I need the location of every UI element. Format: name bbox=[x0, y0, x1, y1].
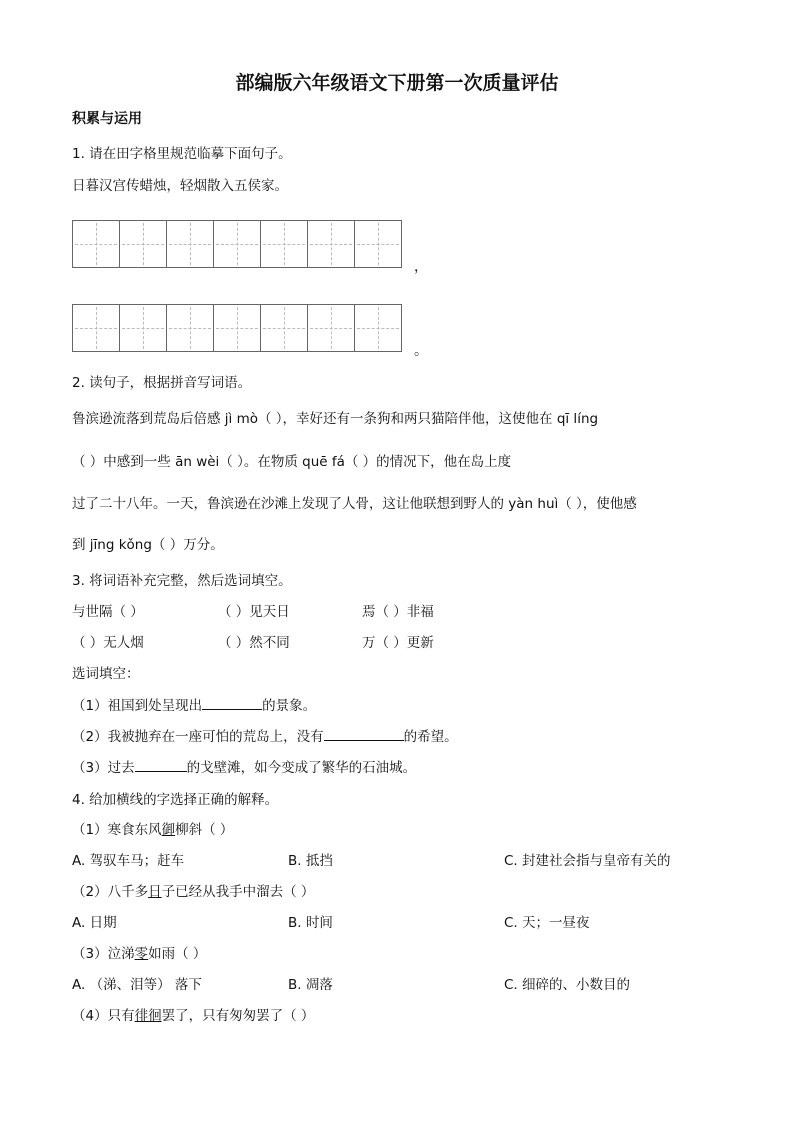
fill-sentence-3-pre: （3）过去 bbox=[72, 760, 135, 776]
tianzige-cell[interactable] bbox=[166, 220, 214, 268]
q3-stem: 3. 将词语补充完整，然后选词填空。 bbox=[72, 573, 292, 589]
fill-sentence-1-post: 的景象。 bbox=[262, 698, 317, 714]
fill-sentence-3 bbox=[72, 756, 416, 776]
answer-blank[interactable] bbox=[135, 757, 187, 772]
q4-item-text: 柳斜（ ） bbox=[175, 822, 234, 838]
tianzige-cell[interactable] bbox=[119, 220, 167, 268]
fill-sentence-2-post: 的希望。 bbox=[403, 729, 458, 745]
fill-sentence-2-pre: （2）我被抛弃在一座可怕的荒岛上，没有 bbox=[72, 729, 324, 745]
q4-item-text: （2）八千多 bbox=[72, 884, 149, 900]
underlined-char: 御 bbox=[161, 822, 176, 838]
q2-line-2: （ ）中感到一些 ān wèi（ ）。在物质 quē fá（ ）的情况下，他在岛上度 bbox=[72, 454, 512, 470]
row2-punctuation: 。 bbox=[414, 343, 428, 359]
idiom-4: （ ）无人烟 bbox=[72, 635, 144, 651]
q4-item-3 bbox=[72, 942, 206, 962]
answer-blank[interactable] bbox=[324, 726, 404, 741]
q4-item-text: 罢了，只有匆匆罢了（ ） bbox=[161, 1008, 315, 1024]
tianzige-cell[interactable] bbox=[166, 304, 214, 352]
option-a[interactable]: A. （涕、泪等） 落下 bbox=[72, 977, 202, 993]
underlined-char: 日 bbox=[148, 884, 162, 900]
option-b[interactable]: B. 抵挡 bbox=[288, 853, 333, 869]
tianzige-row-2[interactable] bbox=[72, 304, 402, 352]
idiom-1: 与世隔（ ） bbox=[72, 604, 144, 620]
section-heading: 积累与运用 bbox=[72, 111, 142, 127]
tianzige-cell[interactable] bbox=[307, 304, 355, 352]
tianzige-cell[interactable] bbox=[260, 220, 308, 268]
underlined-char: 零 bbox=[134, 946, 149, 962]
q4-item-text: （4）只有 bbox=[72, 1008, 135, 1024]
idiom-5: （ ）然不同 bbox=[218, 635, 290, 651]
idiom-6: 万（ ）更新 bbox=[362, 635, 434, 651]
option-b[interactable]: B. 凋落 bbox=[288, 977, 333, 993]
option-a[interactable]: A. 驾驭车马；赶车 bbox=[72, 853, 185, 869]
q1-sentence: 日暮汉宫传蜡烛，轻烟散入五侯家。 bbox=[72, 178, 288, 194]
q4-item-text: 如雨（ ） bbox=[148, 946, 207, 962]
fill-sentence-1 bbox=[72, 694, 316, 714]
tianzige-cell[interactable] bbox=[354, 304, 402, 352]
option-c[interactable]: C. 封建社会指与皇帝有关的 bbox=[504, 853, 671, 869]
tianzige-cell[interactable] bbox=[307, 220, 355, 268]
answer-blank[interactable] bbox=[202, 695, 262, 710]
q2-stem: 2. 读句子，根据拼音写词语。 bbox=[72, 375, 252, 391]
q4-item-text: 子已经从我手中溜去（ ） bbox=[161, 884, 315, 900]
q2-line-3: 过了二十八年。一天，鲁滨逊在沙滩上发现了人骨，这让他联想到野人的 yàn huì（ ），使他感 bbox=[72, 496, 637, 512]
tianzige-cell[interactable] bbox=[260, 304, 308, 352]
row1-punctuation: ， bbox=[414, 259, 428, 275]
underlined-char: 徘徊 bbox=[134, 1008, 162, 1024]
q4-item-1 bbox=[72, 818, 233, 838]
option-a[interactable]: A. 日期 bbox=[72, 915, 117, 931]
fill-sentence-2 bbox=[72, 725, 458, 745]
fill-label: 选词填空： bbox=[72, 666, 140, 682]
tianzige-cell[interactable] bbox=[213, 220, 261, 268]
fill-sentence-1-pre: （1）祖国到处呈现出 bbox=[72, 698, 203, 714]
q4-stem: 4. 给加横线的字选择正确的解释。 bbox=[72, 792, 279, 808]
tianzige-cell[interactable] bbox=[354, 220, 402, 268]
q4-item-text: （3）泣涕 bbox=[72, 946, 135, 962]
q2-line-4: 到 jīng kǒng（ ）万分。 bbox=[72, 537, 224, 553]
idiom-2: （ ）见天日 bbox=[218, 604, 290, 620]
tianzige-row-1[interactable] bbox=[72, 220, 402, 268]
q4-item-text: （1）寒食东风 bbox=[72, 822, 162, 838]
tianzige-cell[interactable] bbox=[72, 304, 120, 352]
idiom-3: 焉（ ）非福 bbox=[362, 604, 434, 620]
tianzige-cell[interactable] bbox=[213, 304, 261, 352]
option-b[interactable]: B. 时间 bbox=[288, 915, 333, 931]
tianzige-cell[interactable] bbox=[72, 220, 120, 268]
tianzige-cell[interactable] bbox=[119, 304, 167, 352]
option-c[interactable]: C. 细碎的、小数目的 bbox=[504, 977, 631, 993]
q2-line-1: 鲁滨逊流落到荒岛后倍感 jì mò（ ），幸好还有一条狗和两只猫陪伴他，这使他在 qī líng bbox=[72, 411, 599, 427]
option-c[interactable]: C. 天；一昼夜 bbox=[504, 915, 590, 931]
q4-item-2 bbox=[72, 880, 314, 900]
q1-stem: 1. 请在田字格里规范临摹下面句子。 bbox=[72, 146, 292, 162]
q4-item-4 bbox=[72, 1004, 314, 1024]
fill-sentence-3-post: 的戈壁滩，如今变成了繁华的石油城。 bbox=[186, 760, 417, 776]
page-title: 部编版六年级语文下册第一次质量评估 bbox=[235, 72, 559, 94]
